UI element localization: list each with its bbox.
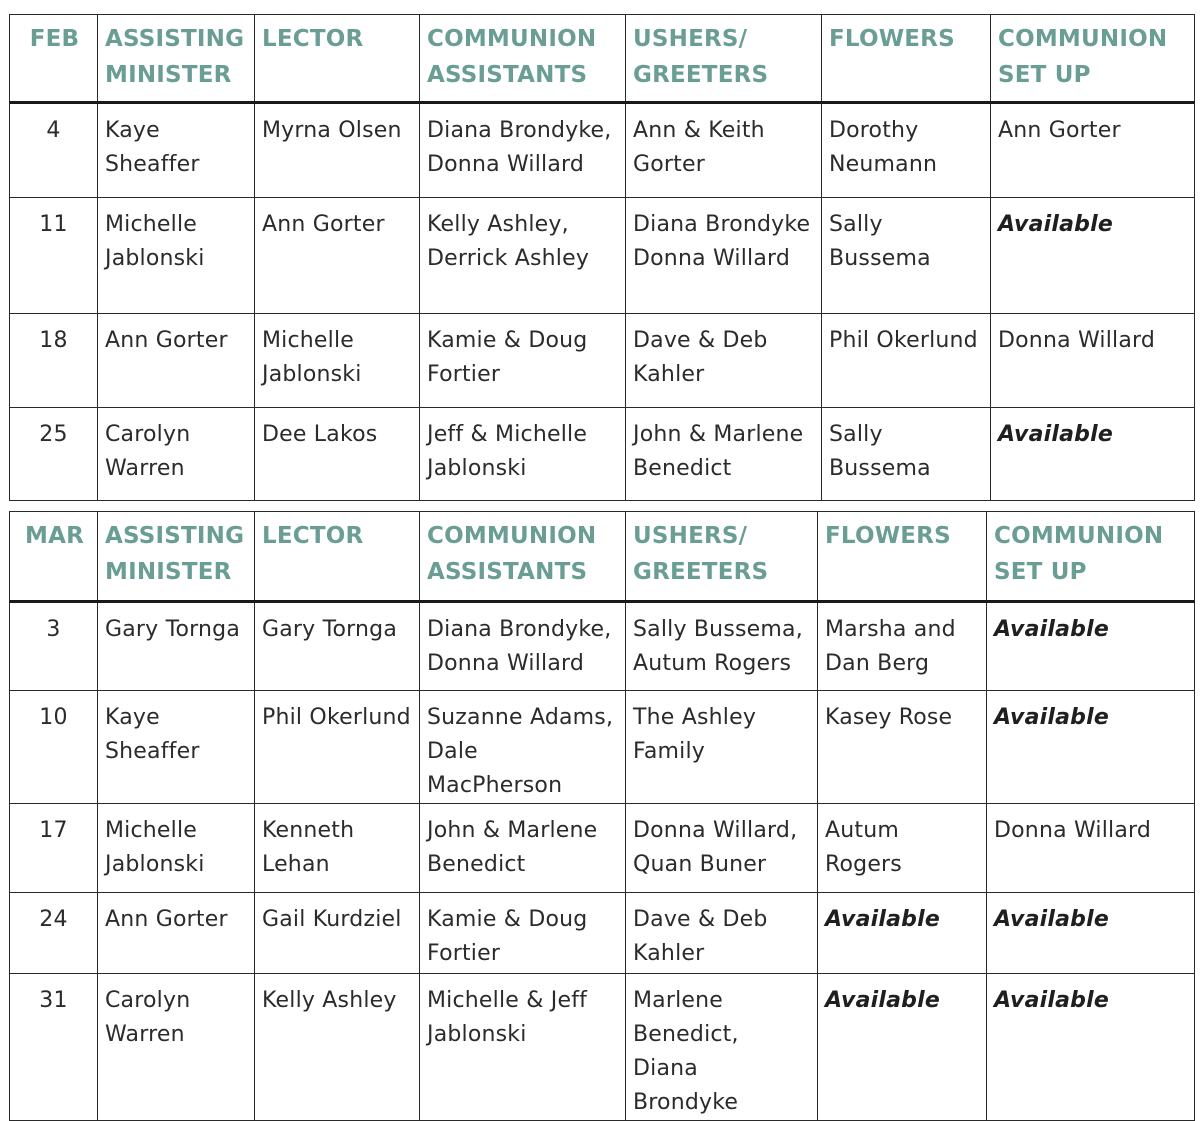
mar-communion-set-up-heading: COMMUNION SET UP: [987, 512, 1195, 602]
ushers-greeters-cell: Sally Bussema, Autum Rogers: [626, 602, 818, 691]
ushers-greeters-cell: Diana Brondyke Donna Willard: [626, 198, 822, 314]
ushers-greeters-cell: Dave & Deb Kahler: [626, 314, 822, 408]
table-row: [10, 314, 1195, 408]
feb-header-row: [10, 15, 1195, 103]
communion-assistants-cell: Suzanne Adams, Dale MacPherson: [420, 691, 626, 804]
feb-lector-heading: LECTOR: [255, 15, 420, 103]
mar-lector-heading: LECTOR: [255, 512, 420, 602]
communion-set-up-cell: Available: [987, 974, 1195, 1121]
date-cell: 4: [10, 103, 98, 198]
mar-assisting-minister-heading: ASSISTING MINISTER: [98, 512, 255, 602]
mar-communion-assistants-heading: COMMUNION ASSISTANTS: [420, 512, 626, 602]
lector-cell: Dee Lakos: [255, 408, 420, 501]
flowers-cell: Available: [818, 893, 987, 974]
ushers-greeters-cell: Ann & Keith Gorter: [626, 103, 822, 198]
date-cell: 18: [10, 314, 98, 408]
feb-ushers-greeters-heading: USHERS/ GREETERS: [626, 15, 822, 103]
ushers-greeters-cell: Dave & Deb Kahler: [626, 893, 818, 974]
assisting-minister-cell: Carolyn Warren: [98, 974, 255, 1121]
table-row: [10, 602, 1195, 691]
ushers-greeters-cell: Marlene Benedict, Diana Brondyke: [626, 974, 818, 1121]
communion-set-up-cell: Available: [987, 893, 1195, 974]
communion-set-up-cell: Available: [991, 198, 1195, 314]
feb-month-heading: FEB: [10, 15, 98, 103]
communion-set-up-cell: Available: [991, 408, 1195, 501]
assisting-minister-cell: Gary Tornga: [98, 602, 255, 691]
table-row: [10, 893, 1195, 974]
ushers-greeters-cell: The Ashley Family: [626, 691, 818, 804]
table-row: [10, 103, 1195, 198]
communion-set-up-cell: Available: [987, 691, 1195, 804]
feb-communion-assistants-heading: COMMUNION ASSISTANTS: [420, 15, 626, 103]
table-row: [10, 974, 1195, 1121]
date-cell: 24: [10, 893, 98, 974]
date-cell: 17: [10, 804, 98, 893]
communion-assistants-cell: John & Marlene Benedict: [420, 804, 626, 893]
ushers-greeters-cell: John & Marlene Benedict: [626, 408, 822, 501]
flowers-cell: Marsha and Dan Berg: [818, 602, 987, 691]
ushers-greeters-cell: Donna Willard, Quan Buner: [626, 804, 818, 893]
assisting-minister-cell: Michelle Jablonski: [98, 804, 255, 893]
mar-ushers-greeters-heading: USHERS/ GREETERS: [626, 512, 818, 602]
date-cell: 10: [10, 691, 98, 804]
communion-assistants-cell: Kamie & Doug Fortier: [420, 314, 626, 408]
communion-assistants-cell: Diana Brondyke, Donna Willard: [420, 602, 626, 691]
table-row: [10, 691, 1195, 804]
flowers-cell: Dorothy Neumann: [822, 103, 991, 198]
communion-set-up-cell: Ann Gorter: [991, 103, 1195, 198]
date-cell: 25: [10, 408, 98, 501]
assisting-minister-cell: Michelle Jablonski: [98, 198, 255, 314]
communion-set-up-cell: Donna Willard: [991, 314, 1195, 408]
mar-month-heading: MAR: [10, 512, 98, 602]
flowers-cell: Phil Okerlund: [822, 314, 991, 408]
communion-assistants-cell: Diana Brondyke, Donna Willard: [420, 103, 626, 198]
table-row: [10, 198, 1195, 314]
communion-set-up-cell: Available: [987, 602, 1195, 691]
lector-cell: Michelle Jablonski: [255, 314, 420, 408]
communion-set-up-cell: Donna Willard: [987, 804, 1195, 893]
communion-assistants-cell: Michelle & Jeff Jablonski: [420, 974, 626, 1121]
communion-assistants-cell: Kamie & Doug Fortier: [420, 893, 626, 974]
flowers-cell: Available: [818, 974, 987, 1121]
mar-flowers-heading: FLOWERS: [818, 512, 987, 602]
flowers-cell: Sally Bussema: [822, 408, 991, 501]
table-row: [10, 408, 1195, 501]
assisting-minister-cell: Kaye Sheaffer: [98, 691, 255, 804]
feb-schedule-table: [9, 14, 1195, 501]
communion-assistants-cell: Jeff & Michelle Jablonski: [420, 408, 626, 501]
lector-cell: Ann Gorter: [255, 198, 420, 314]
lector-cell: Myrna Olsen: [255, 103, 420, 198]
table-row: [10, 804, 1195, 893]
mar-header-row: [10, 512, 1195, 602]
assisting-minister-cell: Carolyn Warren: [98, 408, 255, 501]
date-cell: 3: [10, 602, 98, 691]
flowers-cell: Sally Bussema: [822, 198, 991, 314]
flowers-cell: Autum Rogers: [818, 804, 987, 893]
assisting-minister-cell: Kaye Sheaffer: [98, 103, 255, 198]
lector-cell: Kelly Ashley: [255, 974, 420, 1121]
date-cell: 11: [10, 198, 98, 314]
feb-flowers-heading: FLOWERS: [822, 15, 991, 103]
assisting-minister-cell: Ann Gorter: [98, 314, 255, 408]
feb-communion-set-up-heading: COMMUNION SET UP: [991, 15, 1195, 103]
date-cell: 31: [10, 974, 98, 1121]
lector-cell: Gary Tornga: [255, 602, 420, 691]
feb-assisting-minister-heading: ASSISTING MINISTER: [98, 15, 255, 103]
communion-assistants-cell: Kelly Ashley, Derrick Ashley: [420, 198, 626, 314]
lector-cell: Phil Okerlund: [255, 691, 420, 804]
lector-cell: Kenneth Lehan: [255, 804, 420, 893]
mar-schedule-table: [9, 511, 1195, 1121]
flowers-cell: Kasey Rose: [818, 691, 987, 804]
assisting-minister-cell: Ann Gorter: [98, 893, 255, 974]
lector-cell: Gail Kurdziel: [255, 893, 420, 974]
